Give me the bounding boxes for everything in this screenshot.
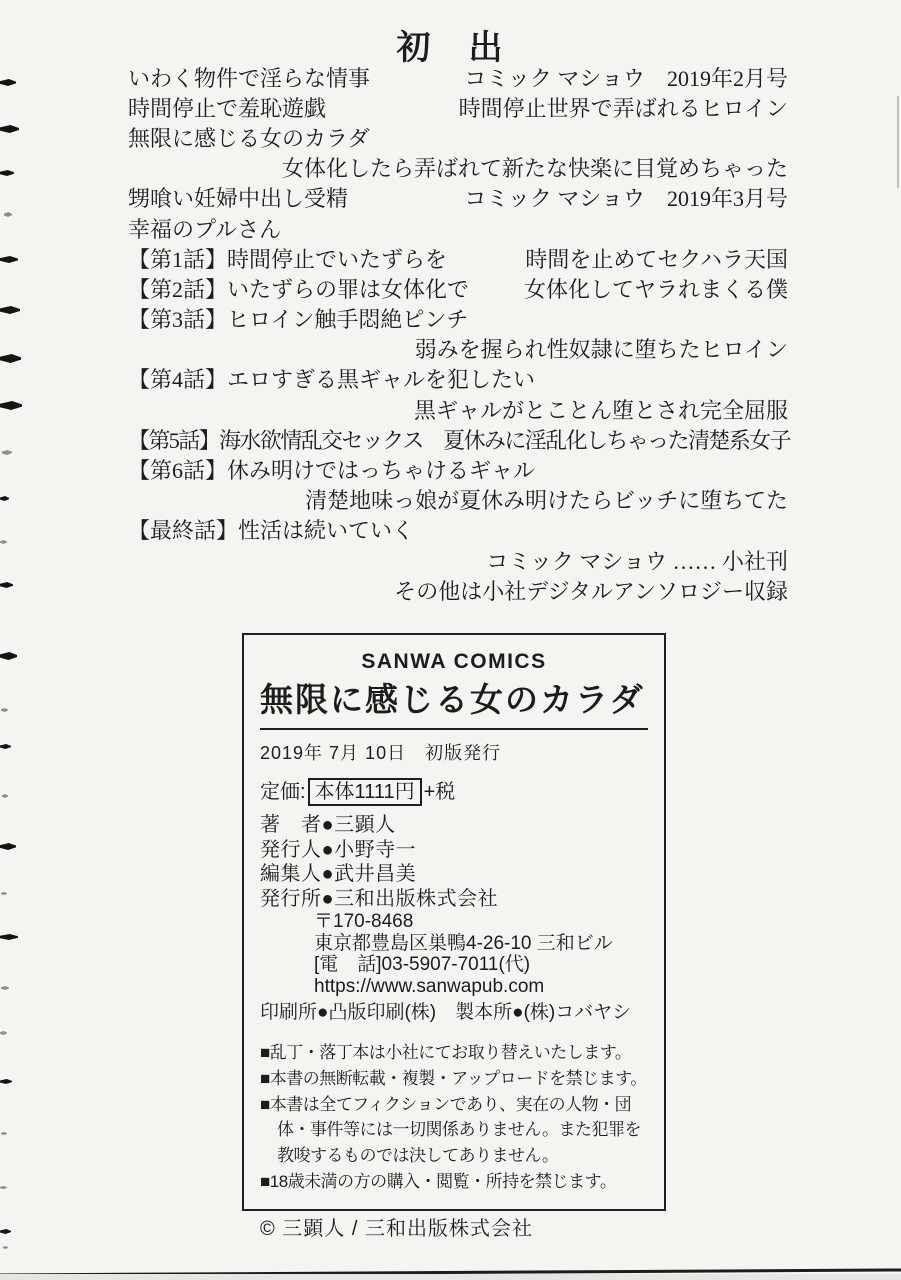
credit-right: 黒ギャルがとことん堕とされ完全屈服 bbox=[413, 397, 788, 423]
scan-artifact bbox=[0, 496, 9, 501]
credit-row bbox=[128, 364, 788, 394]
scan-artifact bbox=[0, 125, 19, 133]
copyright-line: © 三顕人 / 三和出版株式会社 bbox=[260, 1217, 533, 1240]
scan-artifact bbox=[1, 708, 8, 712]
credit-row bbox=[128, 424, 788, 454]
postal-code: 〒170-8468 bbox=[314, 911, 414, 932]
phone-number: [電 話]03-5907-7011(代) bbox=[314, 954, 531, 975]
credit-left: 【最終話】性活は続いていく bbox=[128, 518, 415, 544]
notice-item: ■本書の無断転載・複製・アップロードを禁じます。 bbox=[260, 1068, 647, 1088]
credit-left: 【第6話】休み明けではっちゃけるギャル bbox=[128, 458, 536, 484]
book-title: 無限に感じる女のカラダ bbox=[260, 683, 645, 719]
credit-right: その他は小社デジタルアンソロジー収録 bbox=[394, 578, 788, 604]
editor-row: 編集人●武井昌美 bbox=[260, 863, 417, 885]
page-edge-shadow bbox=[897, 96, 899, 188]
scan-artifact bbox=[1, 892, 7, 895]
scan-artifact bbox=[0, 1229, 11, 1234]
credit-left: 【第4話】エロすぎる黒ギャルを犯したい bbox=[128, 367, 536, 393]
credit-left: 甥喰い妊婦中出し受精 bbox=[128, 186, 349, 212]
page-bottom-margin bbox=[0, 1274, 901, 1280]
scan-artifact bbox=[0, 401, 22, 410]
credit-row bbox=[128, 62, 788, 92]
credit-left: 無限に感じる女のカラダ bbox=[128, 125, 370, 151]
credit-row bbox=[128, 394, 788, 424]
edition-date: 2019年 7月 10日 初版発行 bbox=[260, 743, 502, 763]
credit-row bbox=[128, 153, 788, 183]
credit-right: 弱みを握られ性奴隷に堕ちたヒロイン bbox=[414, 337, 788, 363]
credit-left: 【第5話】海水欲情乱交セックス 夏休みに淫乱化しちゃった清楚系女子 bbox=[128, 427, 790, 453]
scan-artifact bbox=[0, 1186, 7, 1189]
notice-item: ■18歳未満の方の購入・閲覧・所持を禁じます。 bbox=[260, 1171, 617, 1191]
credit-right: コミック マショウ …… 小社刊 bbox=[486, 548, 788, 574]
scan-artifact bbox=[4, 212, 12, 217]
scan-artifact bbox=[0, 582, 13, 588]
scan-artifact bbox=[0, 934, 18, 940]
credit-right: 時間を止めてセクハラ天国 bbox=[525, 246, 788, 272]
credit-right: 時間停止世界で弄ばれるヒロイン bbox=[458, 95, 788, 121]
scan-artifact bbox=[0, 843, 16, 850]
credit-row bbox=[128, 213, 788, 243]
scan-artifact bbox=[2, 794, 8, 798]
website-url: https://www.sanwapub.com bbox=[314, 975, 545, 997]
price-row bbox=[260, 778, 648, 806]
scan-artifact bbox=[0, 170, 14, 176]
credit-row bbox=[128, 485, 788, 515]
scan-artifact bbox=[0, 1031, 7, 1035]
credit-right: コミック マショウ 2019年2月号 bbox=[464, 65, 788, 91]
credit-right: 女体化してヤラれまくる僕 bbox=[523, 276, 788, 302]
scan-artifact bbox=[0, 306, 20, 314]
credit-left: 【第3話】ヒロイン触手悶絶ピンチ bbox=[128, 307, 469, 333]
imprint-label: SANWA COMICS bbox=[361, 650, 547, 673]
credit-row bbox=[128, 122, 788, 152]
credit-left: 【第1話】時間停止でいたずらを bbox=[128, 246, 448, 272]
credit-right: コミック マショウ 2019年3月号 bbox=[464, 186, 788, 212]
street-address: 東京都豊島区巣鴨4-26-10 三和ビル bbox=[314, 932, 613, 954]
credit-right: 清楚地味っ娘が夏休み明けたらビッチに堕ちてた bbox=[305, 488, 788, 514]
credit-row bbox=[128, 515, 788, 545]
scan-artifact bbox=[2, 450, 12, 455]
colophon-box bbox=[242, 633, 666, 1240]
credit-row bbox=[128, 304, 788, 334]
credit-row bbox=[128, 92, 788, 122]
credit-row bbox=[128, 243, 788, 273]
scan-artifact bbox=[0, 79, 16, 86]
credit-left: 時間停止で羞恥遊戯 bbox=[128, 95, 327, 121]
credit-row bbox=[128, 454, 788, 484]
publisher-person-row: 発行人●小野寺一 bbox=[260, 838, 417, 861]
scan-artifact bbox=[3, 1246, 8, 1249]
publisher-company-row: 発行所●三和出版株式会社 bbox=[260, 887, 499, 910]
credit-right: 女体化したら弄ばれて新たな快楽に目覚めちゃった bbox=[281, 156, 788, 182]
credits-list bbox=[128, 62, 788, 605]
page-title: 初 出 bbox=[396, 30, 505, 67]
credit-row bbox=[128, 334, 788, 364]
price-suffix: +税 bbox=[423, 781, 456, 803]
credit-row bbox=[128, 273, 788, 303]
scan-artifact bbox=[1, 986, 9, 990]
credit-row bbox=[128, 545, 788, 575]
scan-artifact bbox=[0, 540, 7, 544]
scan-artifact bbox=[0, 744, 11, 749]
price-box: 本体1111円 bbox=[308, 778, 422, 806]
address-block bbox=[260, 911, 648, 997]
credit-row bbox=[128, 575, 788, 605]
credit-left: 【第2話】いたずらの罪は女体化で bbox=[128, 276, 470, 302]
printer-row: 印刷所●凸版印刷(株) 製本所●(株)コバヤシ bbox=[260, 1002, 632, 1023]
staff-list bbox=[260, 813, 648, 911]
scan-artifact bbox=[0, 354, 21, 363]
author-row: 著 者●三顕人 bbox=[260, 814, 396, 836]
scan-artifact bbox=[0, 256, 18, 263]
notice-item: ■乱丁・落丁本は小社にてお取り替えいたします。 bbox=[260, 1043, 632, 1062]
scan-artifact bbox=[1, 1132, 7, 1135]
price-label: 定価: bbox=[260, 781, 306, 803]
credit-row bbox=[128, 183, 788, 213]
notice-item: ■本書は全てフィクションであり、実在の人物・団体・事件等には一切関係ありません。また犯罪を教唆するものでは決してありません。 bbox=[260, 1094, 642, 1166]
title-underline bbox=[260, 728, 648, 730]
scan-artifact bbox=[0, 1079, 12, 1084]
scan-artifact bbox=[0, 652, 17, 660]
notices-list bbox=[260, 1040, 648, 1195]
credit-left: 幸福のプルさん bbox=[128, 216, 282, 242]
credit-left: いわく物件で淫らな情事 bbox=[128, 65, 371, 91]
